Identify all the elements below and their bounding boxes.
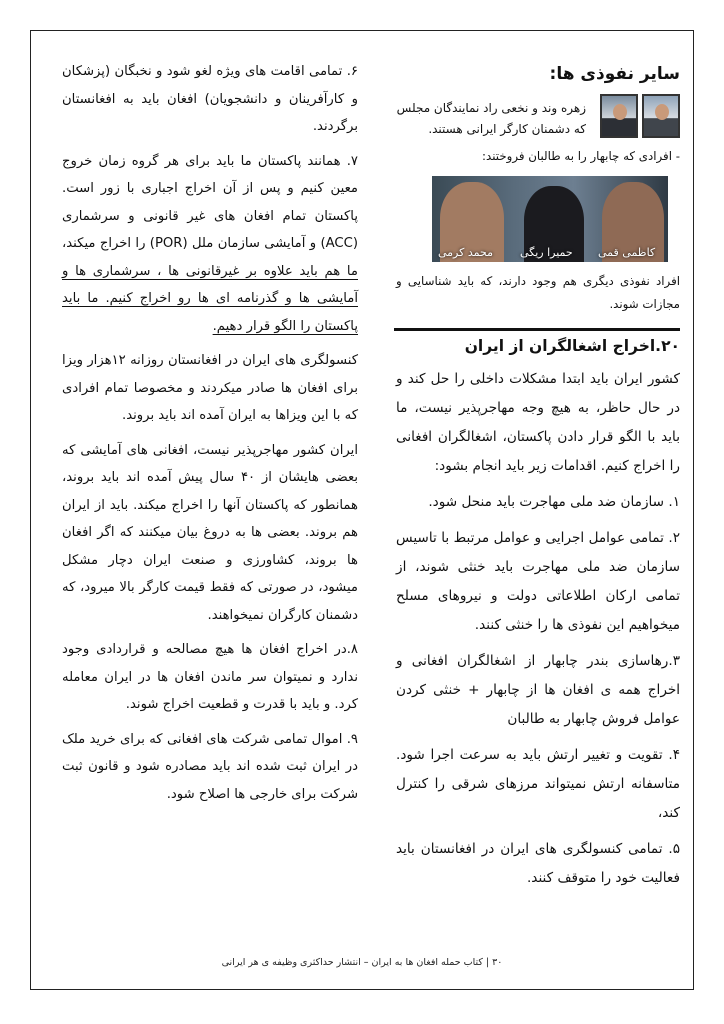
section-title: سایر نفوذی ها: (549, 64, 680, 84)
group-photo (432, 176, 668, 262)
paragraph: ایران کشور مهاجرپذیر نیست، افغانی های آمایشی که بعضی هایشان از ۴۰ سال پیش آمده اند باید بروند، همانطور که پاکستان آنها را اخراج میکند. باید از ایران هم بروند. بعضی ها به دروغ بیان میکنند که اگر افغان ها بروند، کشاورزی و صنعت ایران دچار مشکل میشود، در صورتی که فقط قیمت کارگر بالا میرود، که دشمنان کارگران نمیخواهند. (62, 442, 358, 623)
list-item: ۲. تمامی عوامل اجرایی و عوامل مرتبط با تاسیس سازمان ضد ملی مهاجرت باید خنثی شوند، از تمامی ارکان اطلاعاتی دولت و نیروهای مسلح میخواهیم این نفوذی ها را خنثی کنند. (396, 530, 680, 633)
photo-label: محمد کرمی (438, 246, 493, 259)
page-footer: ۳۰ | کتاب حمله افغان ها به ایران – انتشار حداکثری وظیفه ی هر ایرانی (221, 957, 503, 968)
portrait-image (642, 94, 680, 138)
list-item: ۱. سازمان ضد ملی مهاجرت باید منحل شود. (428, 494, 680, 510)
left-column (62, 58, 358, 808)
intro-paragraph: کشور ایران باید ابتدا مشکلات داخلی را حل کند و در حال حاظر، به هیچ وجه مهاجرپذیر نیست، ما باید با الگو قرار دادن پاکستان، اشغالگران افغانی را اخراج کنیم. اقدامات زیر باید انجام بشود: (396, 371, 680, 474)
photo-label: کاظمی قمی (598, 246, 656, 259)
list-item: ۶. تمامی اقامت های ویژه لغو شود و نخبگان (پزشکان و کارآفرینان و دانشجویان) افغان باید به افغانستان برگردند. (62, 64, 358, 134)
list-item: ۷. همانند پاکستان ما باید برای هر گروه زمان خروج معین کنیم و پس از آن اخراج اجباری با زور است. پاکستان تمام افغان های غیر قانونی و سرشماری (ACC) و آمایشی سازمان ملل (POR) را اخراج میکند، ما هم باید علاوه بر غیرقانونی ها ، سرشماری ها و آمایشی ها و گذرنامه ای ها رو اخراج کنیم. ما باید پاکستان را الگو قرار دهیم. (62, 153, 358, 334)
taliban-note: - افرادی که چابهار را به طالبان فروختند: (482, 149, 680, 163)
list-item: ۴. تقویت و تغییر ارتش باید به سرعت اجرا شود. متاسفانه ارتش نمیتواند مرزهای شرقی را کنترل کند، (396, 747, 680, 821)
list-item: ۸.در اخراج افغان ها هیچ مصالحه و قراردادی وجود ندارد و نمیتوان سر ماندن افغان ها در ایران معامله کرد. و باید با قدرت و قطعیت اخراج شوند. (62, 642, 358, 712)
list-item: ۵. تمامی کنسولگری های ایران در افغانستان باید فعالیت خود را متوقف کنند. (396, 841, 680, 886)
mp-photos-row (396, 94, 680, 140)
heading-20: ۲۰.اخراج اشغالگران از ایران (464, 337, 680, 355)
underlined-text: ما هم باید علاوه بر غیرقانونی ها ، سرشماری ها و آمایشی ها و گذرنامه ای ها رو اخراج کنیم. ما باید پاکستان را الگو قرار دهیم. (62, 263, 358, 334)
mp-caption: زهره وند و نخعی راد نمایندگان مجلس که دشمنان کارگر ایرانی هستند. (396, 101, 586, 136)
list-item: ۹. اموال تمامی شرکت های افغانی که برای خرید ملک در ایران ثبت شده اند باید مصادره شود و قانون ثبت شرکت برای خارجی ها اصلاح شود. (62, 731, 358, 802)
others-note: افراد نفوذی دیگری هم وجود دارند، که باید شناسایی و مجازات شوند. (396, 274, 680, 311)
section-divider (394, 328, 680, 331)
right-column (396, 58, 680, 893)
paragraph: کنسولگری های ایران در افغانستان روزانه ۱۲هزار ویزا برای افغان ها صادر میکردند و مخصوصا تمام افرادی که با این ویزاها به ایران آمده اند باید بروند. (62, 353, 359, 423)
list-item: ۳.رهاسازی بندر چابهار از اشغالگران افغانی و اخراج همه ی افغان ها از چابهار + خنثی کردن عوامل فروش چابهار به طالبان (396, 653, 680, 727)
photo-label: حمیرا ریگی (520, 246, 573, 259)
portrait-image (600, 94, 638, 138)
